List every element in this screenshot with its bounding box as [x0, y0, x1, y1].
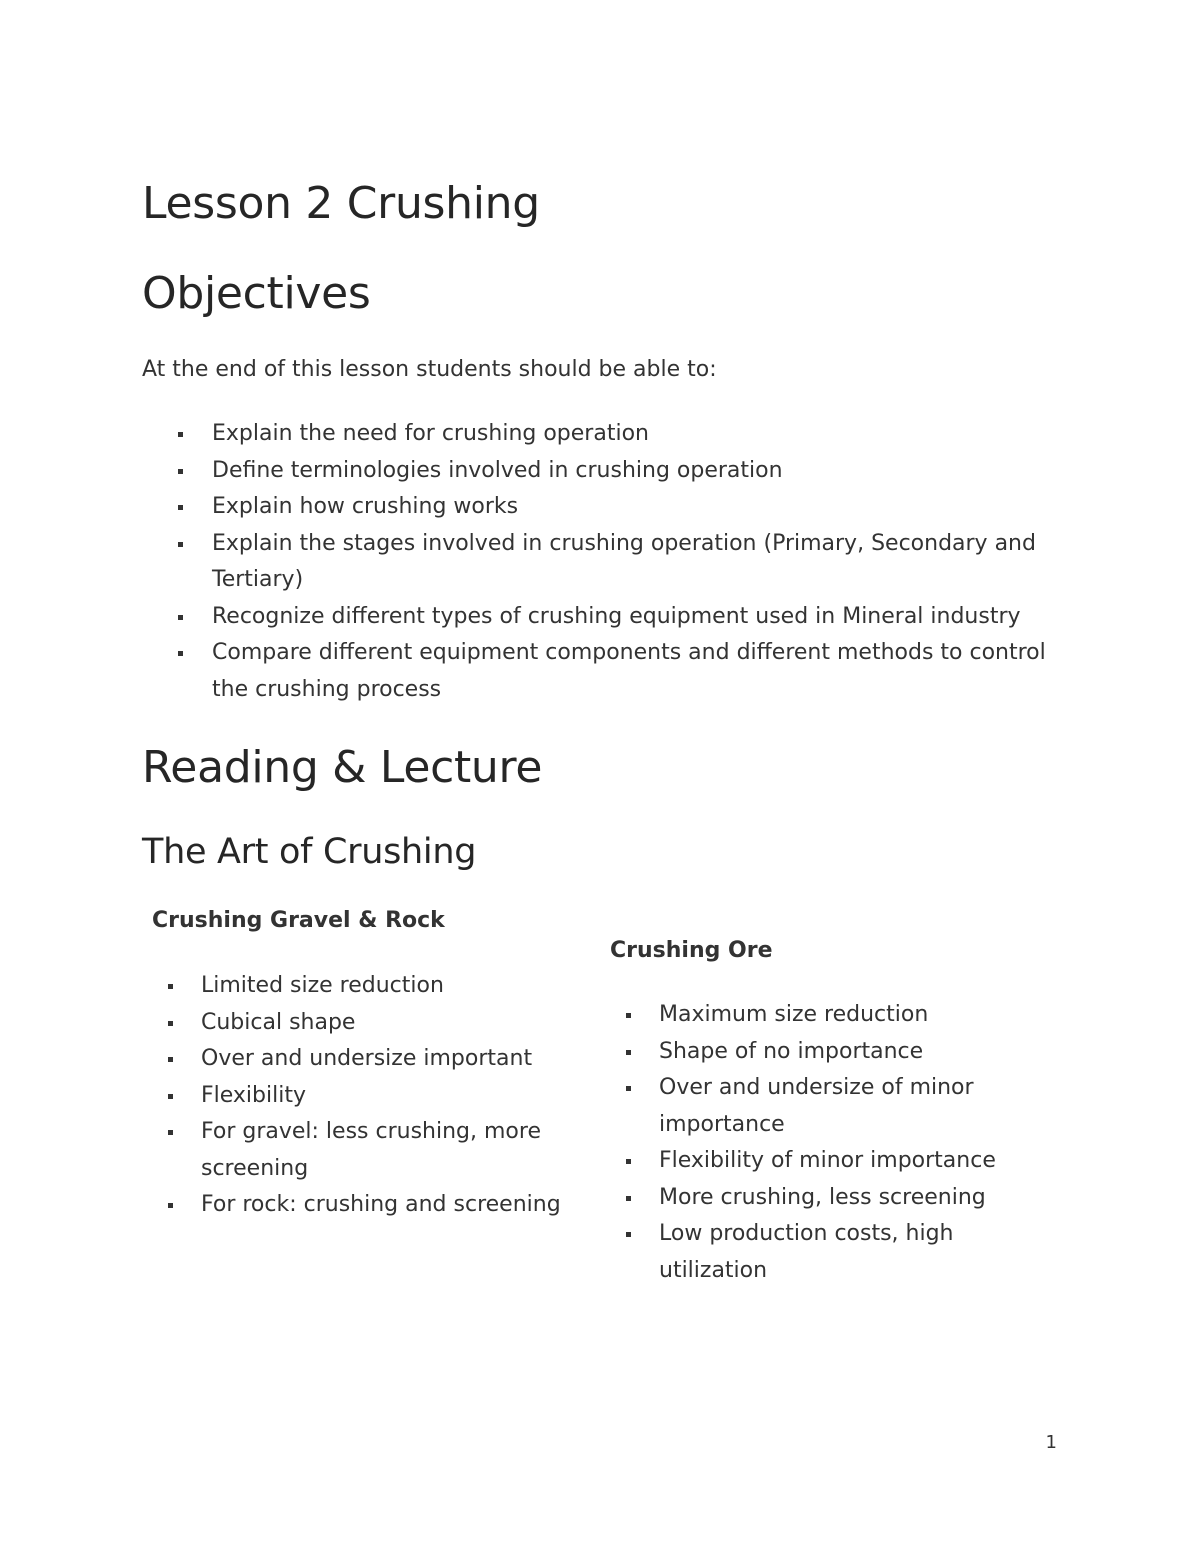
bullet-icon [178, 615, 183, 620]
bullet-icon [626, 1159, 631, 1164]
bullet-icon [626, 1013, 631, 1018]
bullet-icon [178, 432, 183, 437]
list-item: Over and undersize important [201, 1041, 581, 1078]
list-item: Low production costs, high utilization [659, 1216, 1029, 1289]
bullet-icon [626, 1196, 631, 1201]
list-item: More crushing, less screening [659, 1180, 1029, 1217]
list-item: Limited size reduction [201, 968, 581, 1005]
bullet-icon [168, 1203, 173, 1208]
ore-heading: Crushing Ore [610, 938, 773, 963]
list-item: Explain the stages involved in crushing operation (Primary, Secondary and Tertiary) [212, 526, 1082, 599]
bullet-icon [626, 1086, 631, 1091]
list-item: Cubical shape [201, 1005, 581, 1042]
objectives-list [212, 416, 1082, 708]
objectives-heading: Objectives [142, 268, 371, 319]
list-item: For rock: crushing and screening [201, 1187, 581, 1224]
bullet-icon [626, 1232, 631, 1237]
ore-list [659, 997, 1029, 1289]
page-title: Lesson 2 Crushing [142, 178, 540, 229]
bullet-icon [178, 505, 183, 510]
objectives-intro: At the end of this lesson students should be able to: [142, 357, 717, 382]
bullet-icon [168, 1094, 173, 1099]
bullet-icon [168, 1130, 173, 1135]
list-item: Explain how crushing works [212, 489, 1082, 526]
reading-heading: Reading & Lecture [142, 742, 543, 793]
gravel-list [201, 968, 581, 1224]
list-item: For gravel: less crushing, more screening [201, 1114, 581, 1187]
list-item: Maximum size reduction [659, 997, 1029, 1034]
bullet-icon [168, 1057, 173, 1062]
list-item: Flexibility [201, 1078, 581, 1115]
bullet-icon [178, 542, 183, 547]
list-item: Recognize different types of crushing equipment used in Mineral industry [212, 599, 1082, 636]
bullet-icon [626, 1050, 631, 1055]
bullet-icon [178, 651, 183, 656]
page-number: 1 [1045, 1432, 1057, 1453]
list-item: Explain the need for crushing operation [212, 416, 1082, 453]
list-item: Flexibility of minor importance [659, 1143, 1029, 1180]
bullet-icon [168, 1021, 173, 1026]
art-of-crushing-heading: The Art of Crushing [142, 832, 477, 872]
bullet-icon [168, 984, 173, 989]
list-item: Define terminologies involved in crushing operation [212, 453, 1082, 490]
bullet-icon [178, 469, 183, 474]
list-item: Shape of no importance [659, 1034, 1029, 1071]
list-item: Over and undersize of minor importance [659, 1070, 1029, 1143]
gravel-heading: Crushing Gravel & Rock [152, 908, 445, 933]
list-item: Compare different equipment components and different methods to control the crushing process [212, 635, 1082, 708]
